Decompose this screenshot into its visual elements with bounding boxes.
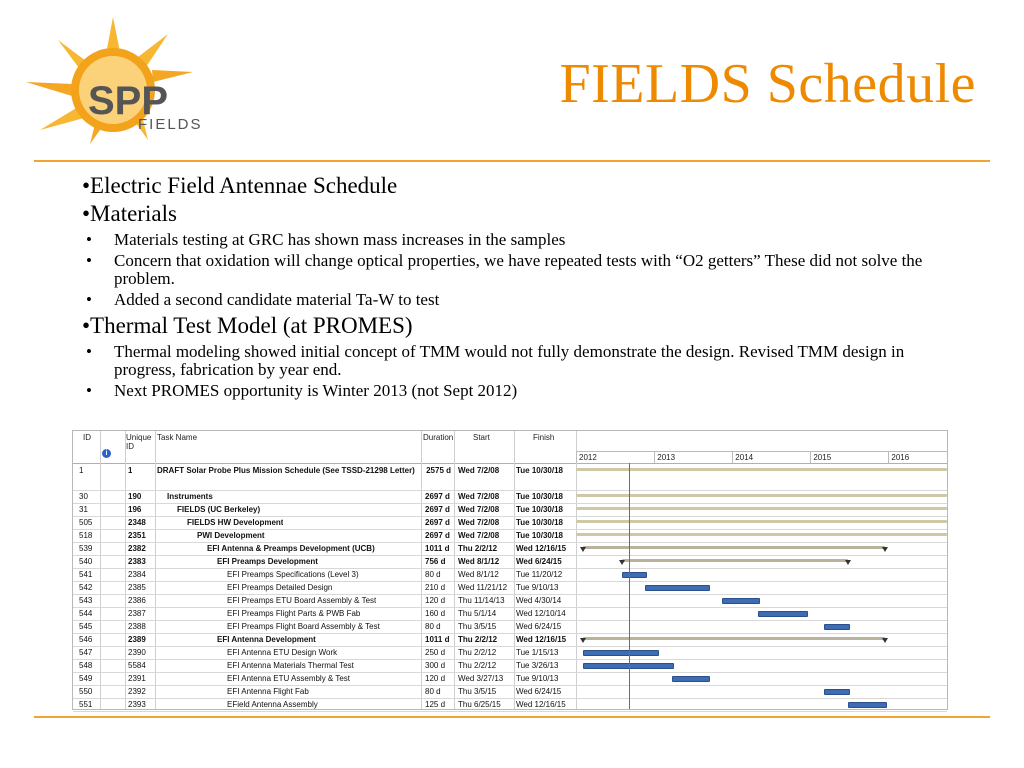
cell-name: EFI Preamps Development <box>217 557 318 566</box>
gantt-row[interactable] <box>73 464 947 491</box>
cell-uid: 2351 <box>128 531 146 540</box>
cell-start: Thu 2/2/12 <box>458 661 497 670</box>
cell-id: 548 <box>79 661 93 670</box>
cell-id: 546 <box>79 635 93 644</box>
summary-end-marker <box>882 547 888 552</box>
cell-id: 518 <box>79 531 93 540</box>
cell-id: 539 <box>79 544 93 553</box>
cell-name: EFI Antenna & Preamps Development (UCB) <box>207 544 375 553</box>
gantt-row[interactable] <box>73 581 947 595</box>
cell-id: 541 <box>79 570 93 579</box>
cell-id: 31 <box>79 505 88 514</box>
cell-start: Wed 7/2/08 <box>458 518 500 527</box>
header-duration: Duration <box>423 433 453 442</box>
year-label: 2012 <box>579 453 597 462</box>
cell-name: EFI Antenna Development <box>217 635 316 644</box>
cell-start: Thu 3/5/15 <box>458 687 497 696</box>
cell-finish: Tue 1/15/13 <box>516 648 559 657</box>
cell-id: 1 <box>79 466 84 475</box>
cell-start: Wed 7/2/08 <box>458 505 500 514</box>
gantt-row[interactable] <box>73 620 947 634</box>
cell-name: EFI Preamps ETU Board Assembly & Test <box>227 596 377 605</box>
cell-finish: Tue 11/20/12 <box>516 570 563 579</box>
gantt-row[interactable] <box>73 516 947 530</box>
cell-uid: 5584 <box>128 661 146 670</box>
cell-uid: 2382 <box>128 544 146 553</box>
gantt-row[interactable] <box>73 672 947 686</box>
cell-id: 551 <box>79 700 93 709</box>
cell-id: 542 <box>79 583 93 592</box>
today-marker-line <box>629 463 630 709</box>
section-efa-schedule: •Electric Field Antennae Schedule <box>82 173 398 198</box>
cell-dur: 300 d <box>425 661 446 670</box>
header-finish: Finish <box>533 433 555 442</box>
cell-name: EFI Preamps Flight Parts & PWB Fab <box>227 609 361 618</box>
cell-uid: 2383 <box>128 557 146 566</box>
cell-finish: Wed 12/10/14 <box>516 609 566 618</box>
cell-dur: 80 d <box>425 622 441 631</box>
cell-uid: 2389 <box>128 635 146 644</box>
cell-start: Wed 8/1/12 <box>458 557 500 566</box>
cell-dur: 756 d <box>425 557 446 566</box>
cell-id: 549 <box>79 674 93 683</box>
list-item: • Concern that oxidation will change optical properties, we have repeated tests with “O2 getters” These did not solve the problem. <box>86 251 923 288</box>
gantt-row[interactable] <box>73 607 947 621</box>
cell-dur: 80 d <box>425 687 441 696</box>
year-gridline <box>810 451 811 463</box>
page-title: FIELDS Schedule <box>559 53 976 115</box>
info-icon: i <box>102 449 111 458</box>
cell-start: Wed 7/2/08 <box>458 466 500 475</box>
summary-bar[interactable] <box>576 533 947 536</box>
task-bar[interactable] <box>824 689 850 695</box>
cell-start: Wed 8/1/12 <box>458 570 499 579</box>
cell-finish: Tue 3/26/13 <box>516 661 559 670</box>
cell-start: Thu 2/2/12 <box>458 635 498 644</box>
cell-start: Wed 11/21/12 <box>458 583 508 592</box>
cell-dur: 250 d <box>425 648 446 657</box>
cell-finish: Wed 12/16/15 <box>516 635 567 644</box>
task-bar[interactable] <box>824 624 850 630</box>
cell-dur: 2697 d <box>425 492 450 501</box>
cell-id: 540 <box>79 557 93 566</box>
gantt-row[interactable] <box>73 490 947 504</box>
year-label: 2014 <box>735 453 754 462</box>
list-item: • Materials testing at GRC has shown mass increases in the samples <box>86 230 566 249</box>
summary-end-marker <box>580 547 586 552</box>
cell-finish: Wed 6/24/15 <box>516 557 562 566</box>
cell-name: FIELDS HW Development <box>187 518 284 527</box>
cell-id: 30 <box>79 492 88 501</box>
cell-id: 550 <box>79 687 93 696</box>
cell-name: PWI Development <box>197 531 265 540</box>
gantt-row[interactable] <box>73 646 947 660</box>
cell-name: DRAFT Solar Probe Plus Mission Schedule (See TSSD-21298 Letter) <box>157 466 415 475</box>
cell-uid: 196 <box>128 505 142 514</box>
year-label: 2016 <box>891 453 910 462</box>
summary-end-marker <box>882 638 888 643</box>
cell-uid: 2385 <box>128 583 146 592</box>
cell-name: Instruments <box>167 492 213 501</box>
cell-name: FIELDS (UC Berkeley) <box>177 505 261 514</box>
cell-start: Thu 5/1/14 <box>458 609 497 618</box>
gantt-row[interactable] <box>73 633 947 647</box>
cell-name: EFI Antenna ETU Assembly & Test <box>227 674 351 683</box>
header-id: ID <box>83 433 91 442</box>
cell-id: 543 <box>79 596 93 605</box>
cell-uid: 2386 <box>128 596 146 605</box>
cell-dur: 2697 d <box>425 505 450 514</box>
cell-start: Thu 2/2/12 <box>458 544 498 553</box>
cell-dur: 210 d <box>425 583 446 592</box>
cell-finish: Tue 10/30/18 <box>516 492 563 501</box>
cell-finish: Tue 10/30/18 <box>516 531 563 540</box>
cell-finish: Tue 10/30/18 <box>516 505 563 514</box>
cell-start: Thu 6/25/15 <box>458 700 501 709</box>
year-label: 2013 <box>657 453 676 462</box>
top-divider <box>34 160 990 162</box>
gantt-row[interactable] <box>73 685 947 699</box>
materials-list <box>82 231 962 309</box>
cell-finish: Tue 9/10/13 <box>516 674 559 683</box>
cell-start: Thu 2/2/12 <box>458 648 497 657</box>
summary-bar[interactable] <box>622 559 848 562</box>
section-thermal-test-model: •Thermal Test Model (at PROMES) <box>82 313 413 338</box>
cell-uid: 2384 <box>128 570 146 579</box>
thermal-list <box>82 343 962 400</box>
cell-name: EFI Preamps Specifications (Level 3) <box>227 570 359 579</box>
summary-end-marker <box>845 560 851 565</box>
cell-id: 505 <box>79 518 93 527</box>
cell-finish: Wed 6/24/15 <box>516 622 562 631</box>
header-start: Start <box>473 433 490 442</box>
list-item: • Added a second candidate material Ta-W to test <box>86 290 440 309</box>
task-bar[interactable] <box>758 611 808 617</box>
cell-id: 547 <box>79 648 93 657</box>
cell-dur: 2697 d <box>425 531 450 540</box>
cell-dur: 160 d <box>425 609 446 618</box>
svg-text:SPP: SPP <box>88 79 169 123</box>
cell-uid: 2387 <box>128 609 146 618</box>
cell-dur: 2697 d <box>425 518 450 527</box>
summary-end-marker <box>580 638 586 643</box>
gantt-row[interactable] <box>73 659 947 673</box>
gantt-row[interactable] <box>73 568 947 582</box>
cell-uid: 190 <box>128 492 142 501</box>
cell-uid: 2348 <box>128 518 146 527</box>
gantt-chart <box>72 430 948 710</box>
cell-name: EFI Antenna ETU Design Work <box>227 648 338 657</box>
cell-start: Wed 7/2/08 <box>458 531 500 540</box>
cell-id: 544 <box>79 609 93 618</box>
cell-dur: 2575 d <box>426 466 451 475</box>
gantt-row[interactable] <box>73 529 947 543</box>
year-gridline <box>888 451 889 463</box>
cell-finish: Tue 10/30/18 <box>516 518 563 527</box>
cell-uid: 2392 <box>128 687 146 696</box>
summary-bar[interactable] <box>576 507 947 510</box>
year-gridline <box>654 451 655 463</box>
cell-id: 545 <box>79 622 93 631</box>
summary-end-marker <box>619 560 625 565</box>
header-task-name: Task Name <box>157 433 198 442</box>
task-bar[interactable] <box>622 572 648 578</box>
cell-finish: Wed 12/16/15 <box>516 544 567 553</box>
cell-dur: 125 d <box>425 700 446 709</box>
year-label: 2015 <box>813 453 832 462</box>
cell-dur: 1011 d <box>425 544 450 553</box>
cell-name: EField Antenna Assembly <box>227 700 318 709</box>
gantt-row[interactable] <box>73 503 947 517</box>
task-bar[interactable] <box>645 585 710 591</box>
cell-name: EFI Preamps Detailed Design <box>227 583 333 592</box>
bottom-divider <box>34 716 990 718</box>
cell-finish: Wed 6/24/15 <box>516 687 562 696</box>
gantt-row[interactable] <box>73 594 947 608</box>
gantt-row[interactable] <box>73 555 947 569</box>
list-item: • Thermal modeling showed initial concept of TMM would not fully demonstrate the design. Revised TMM design in progress, fabrication by year end. <box>86 342 905 379</box>
cell-dur: 80 d <box>425 570 441 579</box>
cell-uid: 2393 <box>128 700 146 709</box>
cell-uid: 2390 <box>128 648 146 657</box>
gantt-row[interactable] <box>73 698 947 712</box>
cell-dur: 1011 d <box>425 635 450 644</box>
summary-bar[interactable] <box>576 494 947 497</box>
cell-uid: 1 <box>128 466 133 475</box>
slide-content <box>82 172 962 403</box>
list-item: • Next PROMES opportunity is Winter 2013 (not Sept 2012) <box>86 381 518 400</box>
task-bar[interactable] <box>583 650 659 656</box>
cell-name: EFI Antenna Flight Fab <box>227 687 309 696</box>
cell-dur: 120 d <box>425 674 446 683</box>
svg-text:FIELDS: FIELDS <box>138 116 203 133</box>
cell-finish: Tue 10/30/18 <box>516 466 563 475</box>
cell-name: EFI Preamps Flight Board Assembly & Test <box>227 622 380 631</box>
cell-start: Wed 3/27/13 <box>458 674 504 683</box>
year-gridline <box>576 451 577 463</box>
cell-finish: Wed 12/16/15 <box>516 700 566 709</box>
header-unique-id: Unique ID <box>126 433 152 451</box>
cell-start: Thu 11/14/13 <box>458 596 505 605</box>
cell-finish: Wed 4/30/14 <box>516 596 562 605</box>
task-bar[interactable] <box>672 676 710 682</box>
cell-finish: Tue 9/10/13 <box>516 583 559 592</box>
task-bar[interactable] <box>722 598 760 604</box>
task-bar[interactable] <box>848 702 887 708</box>
cell-uid: 2391 <box>128 674 146 683</box>
cell-start: Thu 3/5/15 <box>458 622 497 631</box>
summary-bar[interactable] <box>576 468 947 471</box>
summary-bar[interactable] <box>576 520 947 523</box>
year-gridline <box>732 451 733 463</box>
section-materials: •Materials <box>82 201 177 226</box>
cell-start: Wed 7/2/08 <box>458 492 500 501</box>
cell-uid: 2388 <box>128 622 146 631</box>
gantt-row[interactable] <box>73 542 947 556</box>
cell-name: EFI Antenna Materials Thermal Test <box>227 661 354 670</box>
cell-dur: 120 d <box>425 596 446 605</box>
spp-fields-logo <box>18 12 233 147</box>
